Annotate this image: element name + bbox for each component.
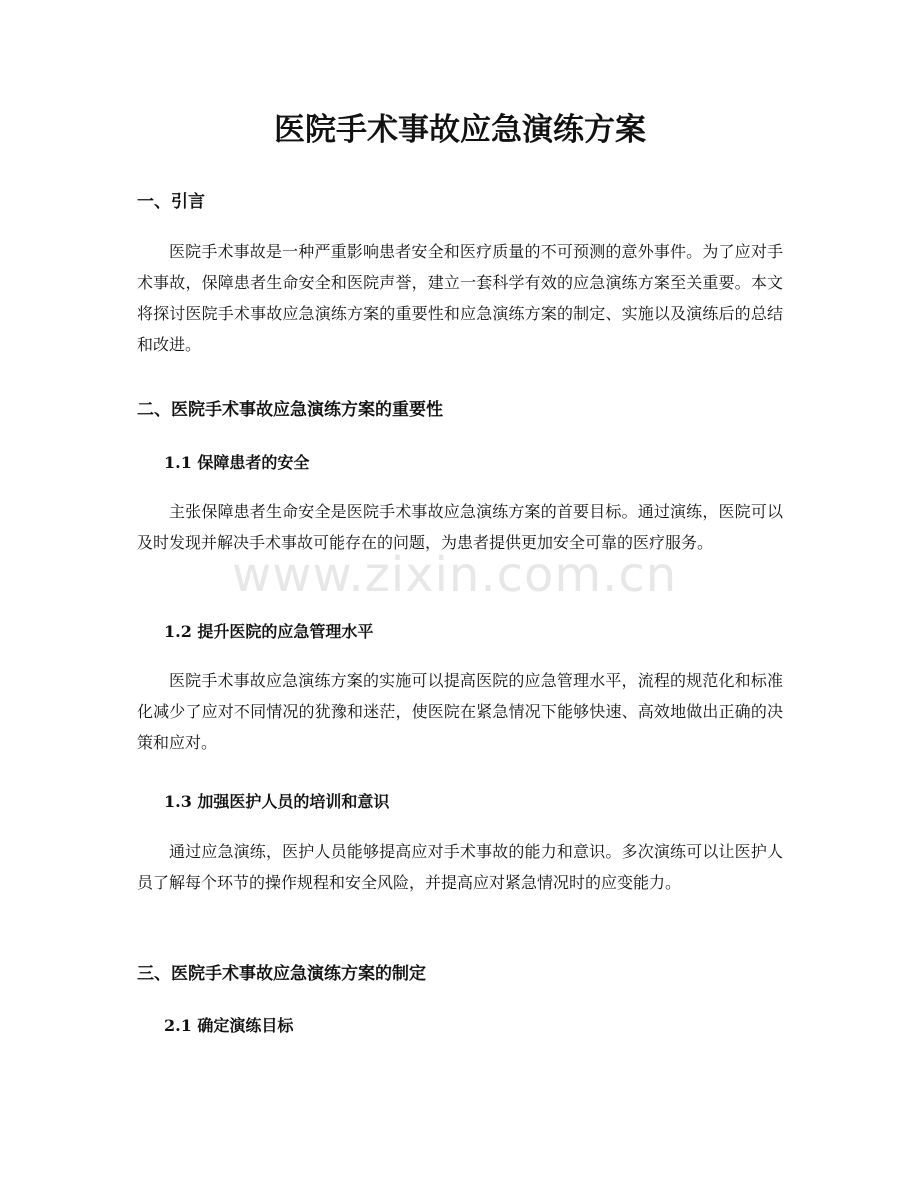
document-title: 医院手术事故应急演练方案 — [274, 112, 646, 148]
subsection-heading-emergency-management: 1.2 提升医院的应急管理水平 — [164, 622, 374, 641]
watermark-text: www.zixin.com.cn — [232, 547, 678, 603]
section-heading-importance: 二、医院手术事故应急演练方案的重要性 — [137, 400, 443, 420]
section-heading-introduction: 一、引言 — [137, 192, 205, 212]
section-heading-formulation: 三、医院手术事故应急演练方案的制定 — [137, 964, 426, 984]
staff-training-paragraph: 通过应急演练，医护人员能够提高应对手术事故的能力和意识。多次演练可以让医护人员了解每个环节的操作规程和安全风险，并提高应对紧急情况时的应变能力。 — [137, 842, 783, 892]
patient-safety-paragraph: 主张保障患者生命安全是医院手术事故应急演练方案的首要目标。通过演练，医院可以及时发现并解决手术事故可能存在的问题，为患者提供更加安全可靠的医疗服务。 — [137, 502, 783, 552]
introduction-paragraph: 医院手术事故是一种严重影响患者安全和医疗质量的不可预测的意外事件。为了应对手术事故，保障患者生命安全和医院声誉，建立一套科学有效的应急演练方案至关重要。本文将探讨医院手术事故应急演练方案的重要性和应急演练方案的制定、实施以及演练后的总结和改进。 — [137, 242, 783, 354]
emergency-management-paragraph: 医院手术事故应急演练方案的实施可以提高医院的应急管理水平，流程的规范化和标准化减少了应对不同情况的犹豫和迷茫，使医院在紧急情况下能够快速、高效地做出正确的决策和应对。 — [137, 671, 783, 752]
subsection-heading-staff-training: 1.3 加强医护人员的培训和意识 — [164, 792, 390, 811]
subsection-heading-drill-goals: 2.1 确定演练目标 — [164, 1016, 294, 1035]
subsection-heading-patient-safety: 1.1 保障患者的安全 — [164, 453, 310, 472]
